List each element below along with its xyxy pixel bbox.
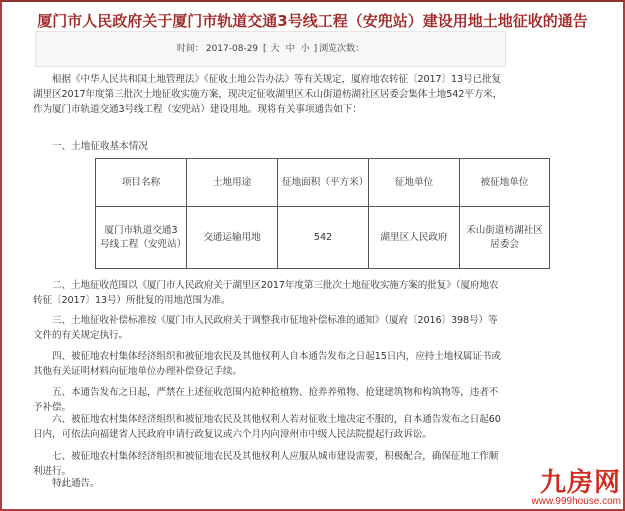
header-acquired-unit: 被征地单位 xyxy=(460,159,550,207)
section-1-heading: 一、土地征收基本情况 xyxy=(52,141,148,152)
closing-paragraph: 特此通告。 xyxy=(52,478,100,489)
watermark xyxy=(532,470,622,507)
watermark-logo: 九房网 xyxy=(539,468,621,498)
table-header-row xyxy=(96,159,550,207)
cell-acquiring-unit: 湖里区人民政府 xyxy=(369,207,460,269)
font-size-medium-button[interactable]: 中 xyxy=(285,44,295,54)
font-size-small-button[interactable]: 小 xyxy=(300,44,310,54)
cell-acquired-unit: 禾山街道枋湖社区居委会 xyxy=(460,207,550,269)
table-row xyxy=(96,207,550,269)
header-project-name: 项目名称 xyxy=(96,159,187,207)
header-land-use: 土地用途 xyxy=(187,159,278,207)
publish-date: 2017-08-29 xyxy=(205,44,259,54)
header-area: 征地面积（平方米） xyxy=(278,159,369,207)
bracket-open: [ xyxy=(263,44,267,54)
section-5-paragraph: 五、本通告发布之日起，严禁在上述征收范围内抢种抢植物、抢养养殖物、抢建建筑物和构筑物等，违者不予补偿。 xyxy=(33,387,499,413)
section-4-paragraph: 四、被征地农村集体经济组织和被征地农民及其他权利人自本通告发布之日起15日内，应持土地权属证书或其他有关证明材料向征地单位办理补偿登记手续。 xyxy=(33,351,501,377)
watermark-url: www.999house.com xyxy=(531,496,621,507)
views-label: 浏览次数： xyxy=(319,44,365,54)
intro-paragraph: 根据《中华人民共和国土地管理法》《征收土地公告办法》等有关规定，厦府地农转征〔2017〕13号已批复湖里区2017年度第三批次土地征收实施方案，现决定征收湖里区禾山街道枋湖社区居委会集体土地542平方米，作为厦门市轨道交通3号线工程（安兜站）建设用地。现将有关事项通告如下： xyxy=(33,74,503,115)
land-acquisition-table xyxy=(95,158,550,269)
section-2-paragraph: 二、土地征收范围以《厦门市人民政府关于湖里区2017年度第三批次土地征收实施方案的批复》（厦府地农转征〔2017〕13号）所批复的用地范围为准。 xyxy=(33,280,499,306)
article-meta-bar xyxy=(35,31,506,67)
section-7-paragraph: 七、被征地农村集体经济组织和被征地农民及其他权利人应服从城市建设需要，积极配合，确保征地工作顺利进行。 xyxy=(33,451,499,477)
font-size-large-button[interactable]: 大 xyxy=(270,44,280,54)
cell-area: 542 xyxy=(278,207,369,269)
time-label: 时间： xyxy=(176,44,204,54)
section-6-paragraph: 六、被征地农村集体经济组织和被征地农民及其他权利人若对征收土地决定不服的，自本通告发布之日起60日内，可依法向福建省人民政府申请行政复议或六个月内向漳州市中级人民法院提起行政诉讼。 xyxy=(33,414,501,440)
cell-land-use: 交通运输用地 xyxy=(187,207,278,269)
header-acquiring-unit: 征地单位 xyxy=(369,159,460,207)
bracket-close: ] xyxy=(313,44,318,54)
cell-project-name: 厦门市轨道交通3号线工程（安兜站） xyxy=(96,207,187,269)
section-3-paragraph: 三、土地征收补偿标准按《厦门市人民政府关于调整我市征地补偿标准的通知》（厦府〔2016〕398号）等文件的有关规定执行。 xyxy=(33,315,498,341)
page-title: 厦门市人民政府关于厦门市轨道交通3号线工程（安兜站）建设用地土地征收的通告 xyxy=(37,12,588,30)
